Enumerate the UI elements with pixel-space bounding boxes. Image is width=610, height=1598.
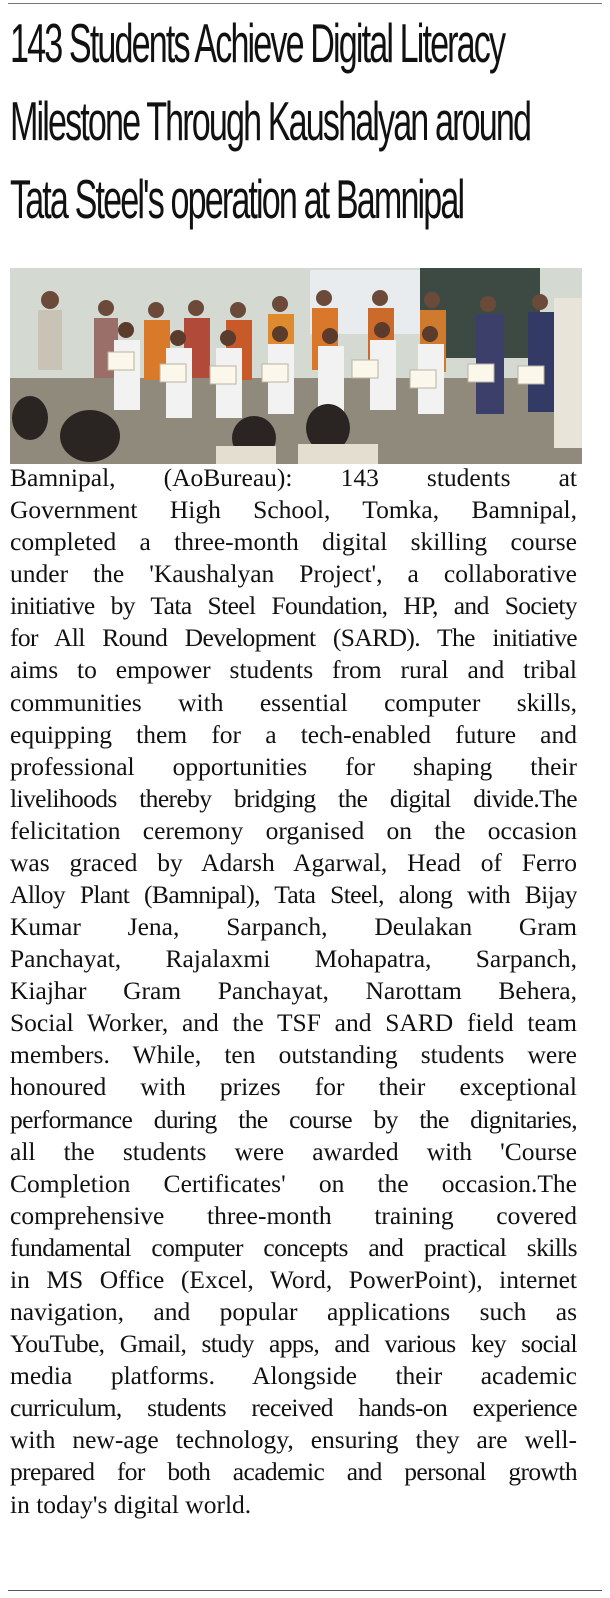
article-line: in today's digital world. [10, 1489, 252, 1519]
article-line: for All Round Development (SARD). The initiative [10, 623, 577, 653]
article-line: livelihoods thereby bridging the digital divide.The [10, 783, 577, 813]
article-line: equipping them for a tech-enabled future and [10, 719, 577, 749]
headline-line: Milestone Through Kaushalyan around [10, 90, 531, 152]
article-line: professional opportunities for shaping their [10, 751, 577, 781]
headline-line: Tata Steel's operation at Bamnipal [10, 168, 464, 230]
article-line: Kiajhar Gram Panchayat, Narottam Behera, [10, 976, 577, 1006]
article-line: performance during the course by the dignitaries, [10, 1104, 577, 1134]
article-line: prepared for both academic and personal growth [10, 1457, 577, 1487]
article-line: YouTube, Gmail, study apps, and various key social [10, 1329, 577, 1359]
article-line: in MS Office (Excel, Word, PowerPoint), internet [10, 1264, 577, 1294]
article-line: media platforms. Alongside their academic [10, 1361, 577, 1391]
article-line: honoured with prizes for their exceptional [10, 1072, 577, 1102]
article-line: comprehensive three-month training covered [10, 1200, 577, 1230]
article-line: curriculum, students received hands-on experience [10, 1393, 577, 1423]
article-line: Social Worker, and the TSF and SARD field team [10, 1008, 577, 1038]
article-line: with new-age technology, ensuring they are well- [10, 1425, 577, 1455]
article-line: members. While, ten outstanding students were [10, 1040, 577, 1070]
article-line: fundamental computer concepts and practical skills [10, 1232, 577, 1262]
article-line: Kumar Jena, Sarpanch, Deulakan Gram [10, 912, 577, 942]
bottom-rule [8, 1590, 602, 1591]
group-photo-illustration [10, 268, 582, 464]
article-line: Completion Certificates' on the occasion.The [10, 1168, 577, 1198]
article-body [10, 462, 577, 1521]
article-line: was graced by Adarsh Agarwal, Head of Ferro [10, 847, 577, 877]
article-line: aims to empower students from rural and tribal [10, 655, 577, 685]
article-line: Panchayat, Rajalaxmi Mohapatra, Sarpanch, [10, 944, 577, 974]
article-line: completed a three-month digital skilling course [10, 527, 577, 557]
article-line: felicitation ceremony organised on the occasion [10, 815, 577, 845]
news-photo [10, 268, 582, 464]
headline [10, 4, 531, 238]
article-line: Bamnipal, (AoBureau): 143 students at [10, 463, 577, 492]
article-line: under the 'Kaushalyan Project', a collaborative [10, 559, 577, 589]
headline-line: 143 Students Achieve Digital Literacy [10, 12, 505, 74]
article-line: initiative by Tata Steel Foundation, HP, and Society [10, 591, 577, 621]
article-line: all the students were awarded with 'Course [10, 1136, 577, 1166]
article-line: Government High School, Tomka, Bamnipal, [10, 495, 577, 525]
article-line: navigation, and popular applications such as [10, 1297, 577, 1327]
article-line: Alloy Plant (Bamnipal), Tata Steel, along with Bijay [10, 880, 577, 910]
article-line: communities with essential computer skills, [10, 687, 577, 717]
